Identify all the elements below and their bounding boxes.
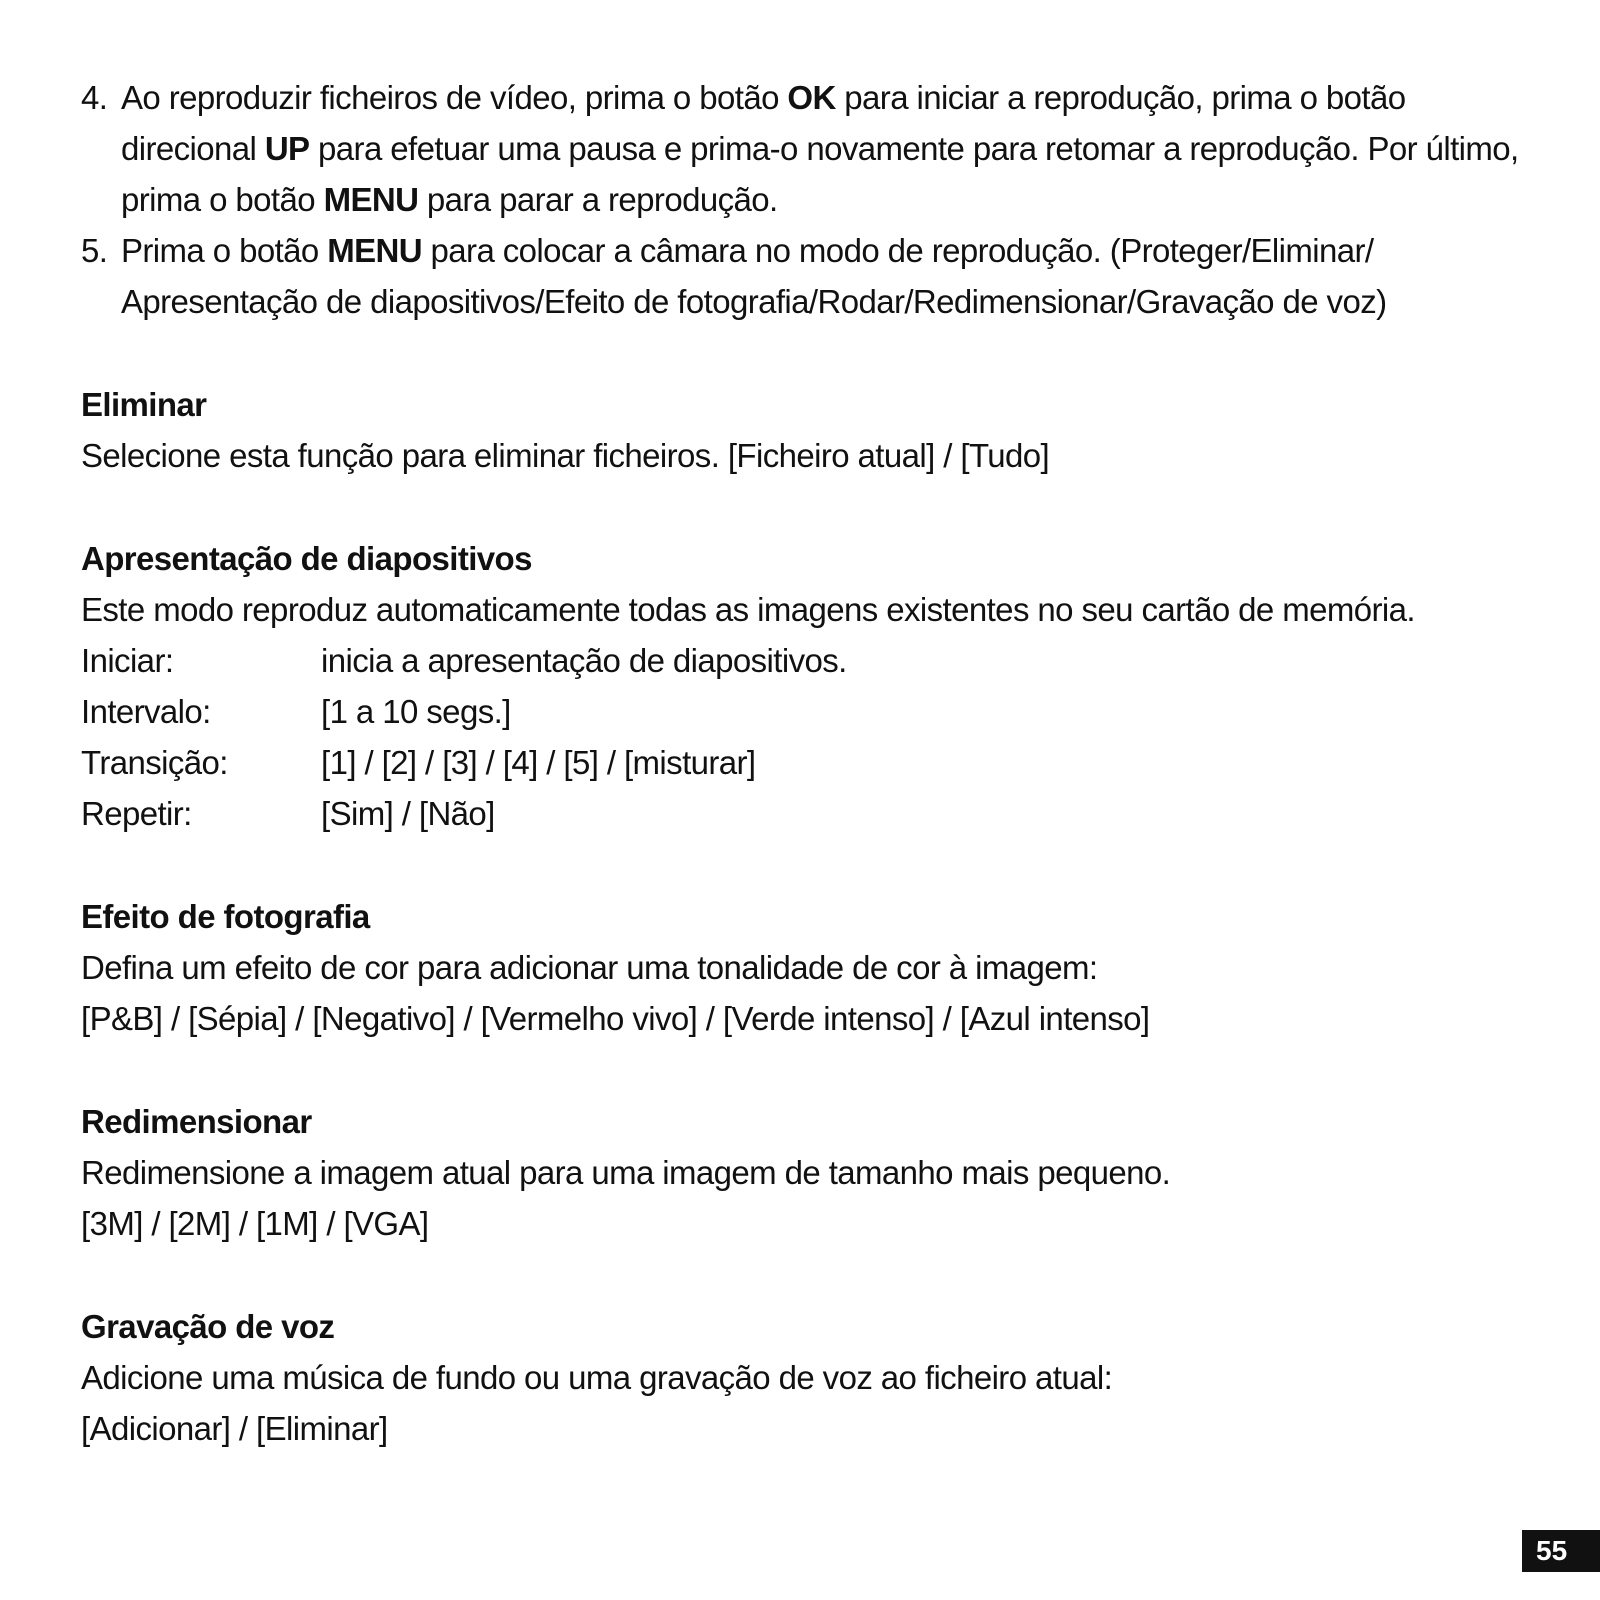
section-title: Eliminar — [81, 386, 207, 423]
option-key: Transição: — [81, 744, 228, 781]
up-key-label: UP — [264, 130, 310, 167]
option-key: Repetir: — [81, 795, 192, 832]
option-row — [81, 737, 1541, 788]
step-text: Ao reproduzir ficheiros de vídeo, prima o botão OK para iniciar a reprodução, prima o botão direcional UP para efetuar uma pausa e prima-o novamente para retomar a reprodução. Por último, prima o botão MENU para parar a reprodução. — [121, 79, 1519, 218]
section-title: Efeito de fotografia — [81, 898, 370, 935]
section-options: [Adicionar] / [Eliminar] — [81, 1410, 388, 1447]
step-item — [81, 225, 1541, 327]
option-row — [81, 788, 1541, 839]
option-value: [1] / [2] / [3] / [4] / [5] / [misturar] — [321, 744, 756, 781]
option-row — [81, 686, 1541, 737]
section-voice-recording — [81, 1301, 1541, 1454]
section-resize — [81, 1096, 1541, 1249]
option-key: Intervalo: — [81, 693, 211, 730]
section-text: Adicione uma música de fundo ou uma gravação de voz ao ficheiro atual: — [81, 1359, 1113, 1396]
step-text: Prima o botão MENU para colocar a câmara no modo de reprodução. (Proteger/Eliminar/ Apresentação de diapositivos/Efeito de fotografia/Rodar/Redimensionar/Gravação de voz) — [121, 232, 1387, 320]
menu-key-label: MENU — [327, 232, 422, 269]
section-options: [3M] / [2M] / [1M] / [VGA] — [81, 1205, 429, 1242]
step-number: 4. — [81, 79, 108, 116]
page-number: 55 — [1522, 1530, 1600, 1572]
steps-list — [81, 72, 1541, 327]
section-text: Redimensione a imagem atual para uma imagem de tamanho mais pequeno. — [81, 1154, 1171, 1191]
section-slideshow — [81, 533, 1541, 839]
manual-page — [81, 72, 1541, 1454]
option-value: [Sim] / [Não] — [321, 795, 495, 832]
option-row — [81, 635, 1541, 686]
section-text: Selecione esta função para eliminar ficheiros. [Ficheiro atual] / [Tudo] — [81, 437, 1050, 474]
section-options: [P&B] / [Sépia] / [Negativo] / [Vermelho vivo] / [Verde intenso] / [Azul intenso] — [81, 1000, 1150, 1037]
section-eliminar — [81, 379, 1541, 481]
section-photo-effect — [81, 891, 1541, 1044]
section-text: Defina um efeito de cor para adicionar uma tonalidade de cor à imagem: — [81, 949, 1098, 986]
option-value: inicia a apresentação de diapositivos. — [321, 642, 847, 679]
section-title: Apresentação de diapositivos — [81, 540, 532, 577]
menu-key-label: MENU — [323, 181, 419, 218]
ok-key-label: OK — [787, 79, 836, 116]
step-number: 5. — [81, 232, 108, 269]
section-title: Redimensionar — [81, 1103, 312, 1140]
option-value: [1 a 10 segs.] — [321, 693, 511, 730]
option-key: Iniciar: — [81, 642, 174, 679]
section-text: Este modo reproduz automaticamente todas as imagens existentes no seu cartão de memória. — [81, 591, 1415, 628]
section-title: Gravação de voz — [81, 1308, 335, 1345]
step-item — [81, 72, 1541, 225]
